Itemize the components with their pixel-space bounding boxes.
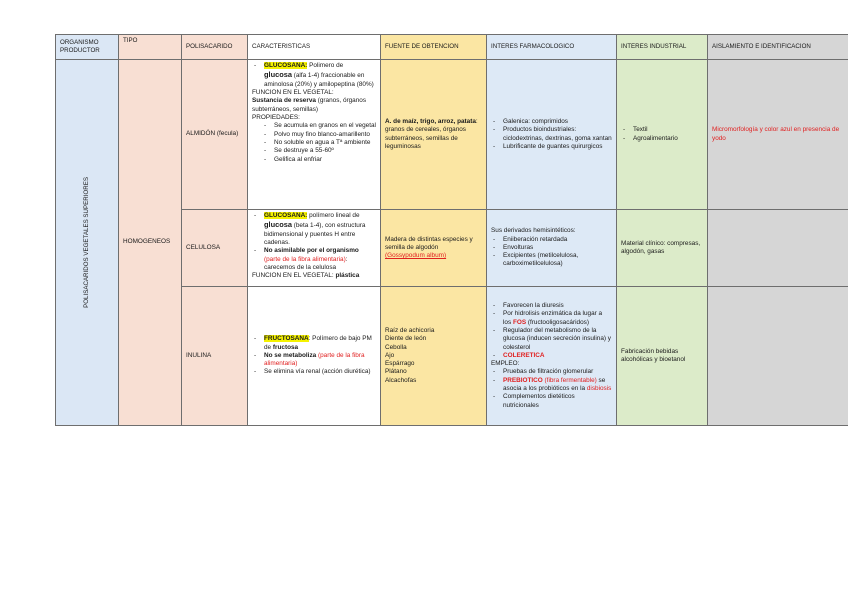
ais-inulina: [708, 287, 848, 426]
empleo-label: EMPLEO:: [491, 360, 520, 368]
list-item: - Eniiberación retardada: [503, 236, 612, 244]
fibra-note: (fibra fermentable): [542, 376, 597, 384]
list-item: - Se acumula en granos en el vegetal: [274, 122, 376, 130]
polisacarido-celulosa: CELULOSA: [182, 210, 248, 287]
list-item: Diente de león: [385, 335, 427, 343]
caracteristicas-inulina: [248, 287, 381, 426]
list-item: Ajo: [385, 351, 395, 359]
prebiotico-term: PREBIOTICO: [503, 376, 543, 384]
list-item: - Favorecen la diuresis: [503, 302, 612, 310]
list-item: - Se destruye a 55-60º: [274, 147, 376, 155]
glucosana-highlight: GLUCOSANA:: [264, 62, 308, 69]
disbiosis-term: disbiosis: [586, 385, 612, 393]
header-aislamiento: AISLAMIENTO E IDENTIFICACION: [708, 35, 848, 60]
gossypodum-link[interactable]: (Gossypodum album): [385, 252, 447, 260]
text: se asocia a los probióticos en la: [503, 376, 606, 393]
polisacarido-inulina: INULINA: [182, 287, 248, 426]
funcion-label: FUNCION EN EL VEGETAL:: [252, 88, 334, 96]
header-caracteristicas: CARACTERISTICAS: [248, 35, 381, 60]
list-item: - Agroalimentario: [633, 135, 703, 143]
list-item: - Lubrificante de guantes quirurgicos: [503, 143, 612, 151]
organismo-label: POLISACARIDOS VEGETALES SUPERIORES: [82, 177, 90, 308]
glucosa-term: glucosa: [264, 220, 292, 230]
text: Madera de distintas especies y semilla de algodón: [385, 235, 473, 251]
header-organismo: ORGANISMO PRODUCTOR: [56, 35, 119, 60]
list-item: - Pruebas de filtración glomerular: [503, 368, 612, 376]
list-item: - Textil: [633, 126, 703, 134]
table-row-almidon: [56, 60, 848, 210]
coleretica-term: COLERETICA: [503, 351, 545, 359]
list-item: - No soluble en agua a Tª ambiente: [274, 139, 376, 147]
fibra-note: (parte de la fibra alimentaria): [264, 255, 346, 263]
fuente-inulina: [381, 287, 487, 426]
fuente-bold: A. de maíz, trigo, arroz, patata: [385, 117, 476, 125]
caracteristicas-almidon: [248, 60, 381, 210]
fos-term: FOS: [512, 318, 527, 326]
text: polímero lineal de: [307, 212, 360, 219]
header-polisacarido: POLISACARIDO: [182, 35, 248, 60]
header-tipo: TIPO: [119, 35, 182, 60]
polysaccharide-table: [55, 34, 848, 426]
header-interes-farmacologico: INTERES FARMACOLOGICO: [487, 35, 617, 60]
list-item: - Complementos dietéticos nutricionales: [503, 393, 612, 410]
list-item: Plátano: [385, 368, 407, 376]
ind-almidon: [617, 60, 708, 210]
text: (fructooligosacáridos): [526, 318, 589, 326]
list-item: Espárrago: [385, 360, 415, 368]
caracteristicas-celulosa: [248, 210, 381, 287]
text: Polimero de: [307, 62, 344, 69]
list-item: - Gelifica al enfriar: [274, 156, 376, 164]
list-item: Raíz de achicoria: [385, 326, 435, 334]
ais-almidon: Micromorfología y color azul en presencia de yodo: [708, 60, 848, 210]
list-item: - Polvo muy fino blanco-amarillento: [274, 131, 376, 139]
text: (granos, órganos subterráneos, semillas): [252, 97, 367, 113]
fructosana-highlight: FRUCTOSANA: [264, 335, 309, 343]
list-item: - Envolturas: [503, 244, 612, 252]
header-fuente: FUENTE DE OBTENCION: [381, 35, 487, 60]
text: (alfa 1-4) fraccionable en aminolosa (20%) y amilopeptina (80%): [264, 72, 374, 88]
list-item: - Productos bioindustriales: ciclodextrinas, dextrinas, goma xantan: [503, 126, 612, 143]
text: : Polímero de bajo PM de: [264, 335, 372, 351]
fibra-note: (parte de la fibra alimentaria): [264, 351, 365, 368]
ais-celulosa: [708, 210, 848, 287]
text: (beta 1-4), con estructura bidimensional y puentes H entre cadenas.: [264, 222, 366, 246]
propiedades-label: PROPIEDADES:: [252, 113, 300, 121]
header-row: [56, 35, 848, 60]
no-metaboliza: No se metaboliza: [264, 351, 317, 359]
list-item: Alcachofas: [385, 376, 417, 384]
text: Por hidrolisis enzimática da lugar a los: [503, 310, 603, 326]
fuente-almidon: [381, 60, 487, 210]
ind-celulosa: Material clínico: compresas, algodón, gasas: [617, 210, 708, 287]
glucosana-highlight: GLUCOSANA:: [264, 212, 308, 219]
farm-celulosa: [487, 210, 617, 287]
funcion-value: plástica: [333, 272, 360, 280]
list-item: - Se elimina vía renal (acción diurética): [264, 368, 376, 376]
no-asimilable: No asimilable por el organismo: [264, 247, 359, 255]
fructosa-term: fructosa: [272, 343, 299, 351]
list-item: - Excipientes (metilcelulosa, carboximetilcelulosa): [503, 252, 612, 269]
farm-almidon: [487, 60, 617, 210]
farm-intro: Sus derivados hemisintéticos:: [491, 227, 576, 235]
list-item: - Regulador del metabolismo de la glucosa (inducen secreción insulina) y colesterol: [503, 327, 612, 352]
farm-inulina: [487, 287, 617, 426]
tipo-cell: HOMOGENEOS: [119, 60, 182, 426]
organismo-cell: [56, 60, 119, 426]
fuente-celulosa: [381, 210, 487, 287]
sustancia-reserva: Sustancia de reserva: [252, 97, 316, 105]
glucosa-term: glucosa: [264, 70, 292, 80]
text: : granos de cereales, órganos subterráneos, semillas de leguminosas: [385, 117, 478, 150]
list-item: Cebolla: [385, 343, 407, 351]
polisacarido-almidon: ALMIDÓN (fecula): [182, 60, 248, 210]
list-item: - Galenica: comprimidos: [503, 118, 612, 126]
header-interes-industrial: INTERES INDUSTRIAL: [617, 35, 708, 60]
text: : carecemos de la celulosa: [264, 255, 348, 271]
ind-inulina: Fabricación bebidas alcohólicas y bioetanol: [617, 287, 708, 426]
funcion-label: FUNCION EN EL VEGETAL:: [252, 272, 334, 280]
